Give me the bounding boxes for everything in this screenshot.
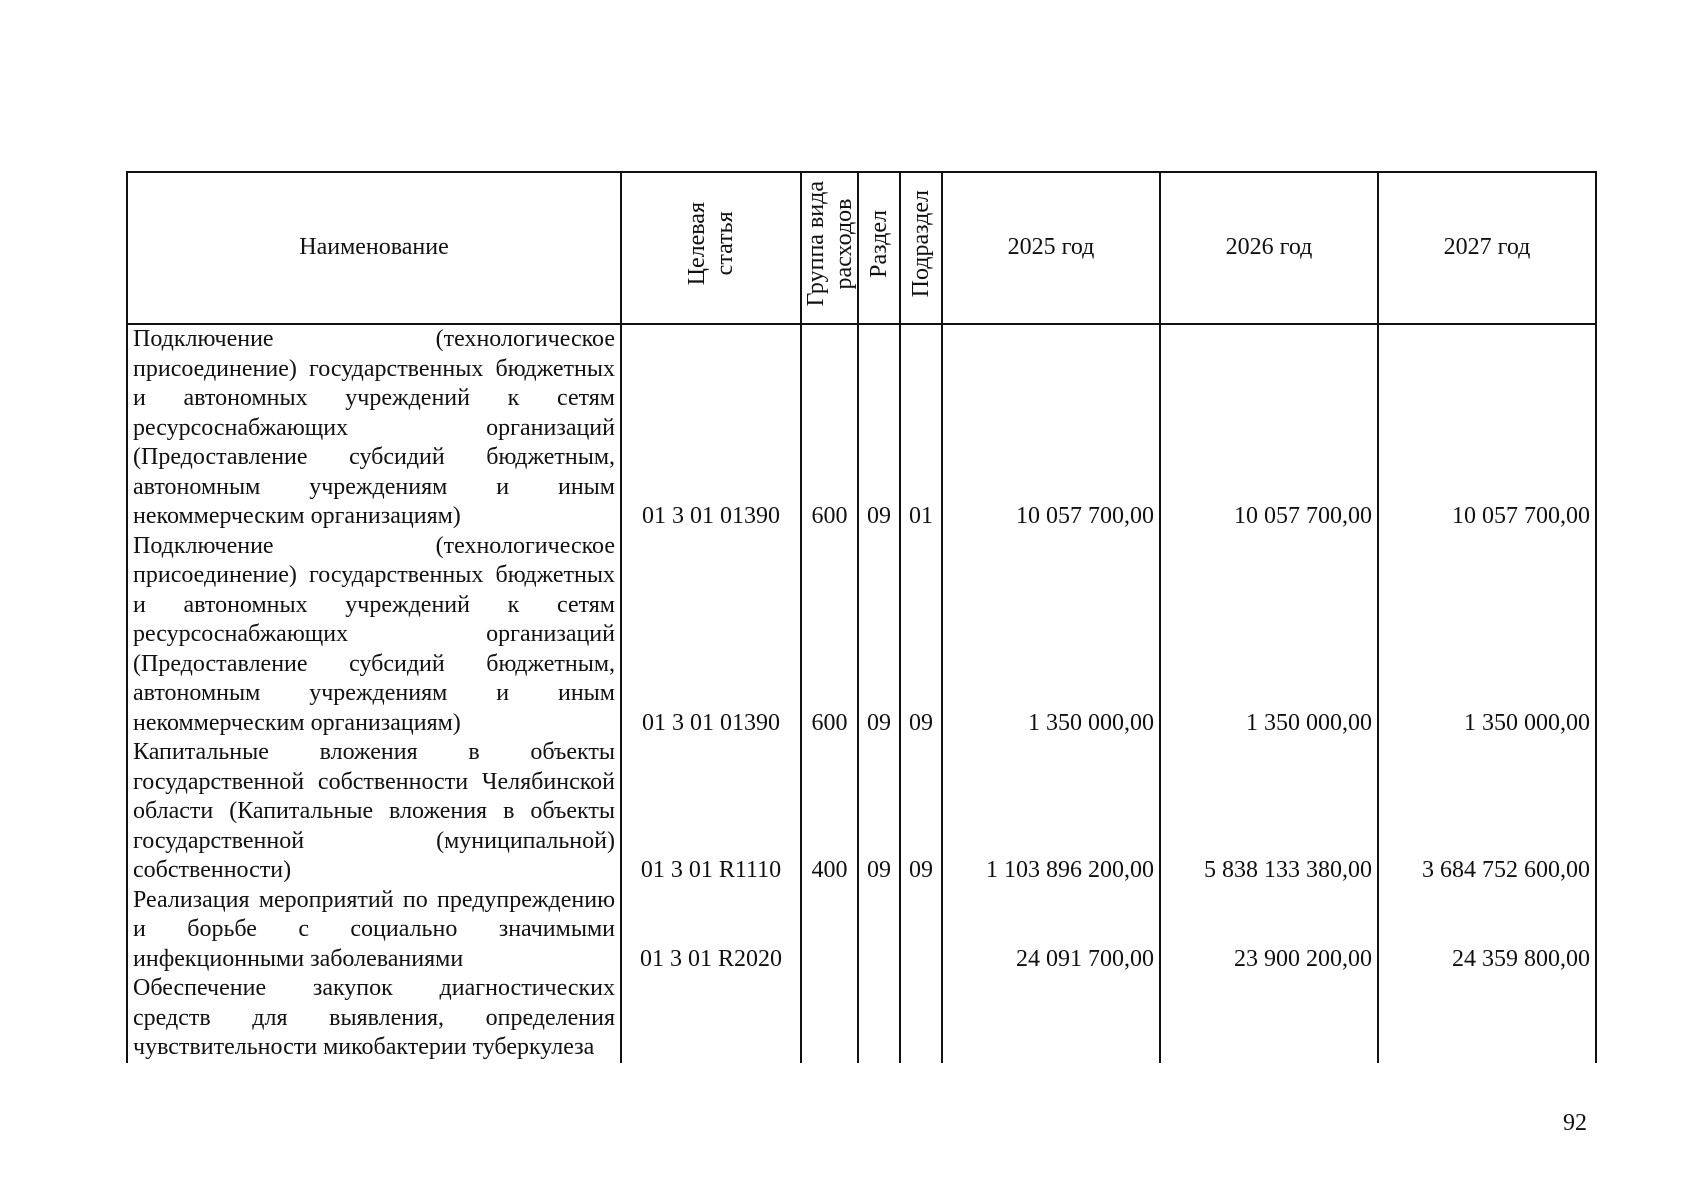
row-expense-group: 400	[801, 738, 858, 886]
row-name: Обеспечение закупок диагностических средств для выявления, определения чувствительности микобактерии туберкулеза	[127, 974, 621, 1063]
row-amount-2025: 1 350 000,00	[942, 532, 1160, 739]
row-section: 09	[858, 738, 900, 886]
row-section: 09	[858, 324, 900, 532]
row-expense-group: 600	[801, 324, 858, 532]
row-target-article: 01 3 01 01390	[621, 532, 801, 739]
table-header-row	[127, 172, 1596, 324]
budget-table	[126, 171, 1597, 1063]
page-number: 92	[1563, 1110, 1587, 1136]
row-name: Реализация мероприятий по предупреждению и борьбе с социально значимыми инфекционными заболеваниями	[127, 886, 621, 975]
header-target-article: Целевая статья	[621, 172, 801, 324]
row-target-article: 01 3 01 R2020	[621, 886, 801, 975]
row-amount-2027	[1378, 974, 1596, 1063]
row-amount-2027: 3 684 752 600,00	[1378, 738, 1596, 886]
table-row	[127, 532, 1596, 739]
row-amount-2025	[942, 974, 1160, 1063]
row-amount-2027: 24 359 800,00	[1378, 886, 1596, 975]
row-amount-2025: 1 103 896 200,00	[942, 738, 1160, 886]
row-amount-2026: 1 350 000,00	[1160, 532, 1378, 739]
row-name: Подключение (технологическое присоединение) государственных бюджетных и автономных учреждений к сетям ресурсоснабжающих организаций (Предоставление субсидий бюджетным, автономным учреждениям и иным некоммерческим организациям)	[127, 532, 621, 739]
row-subsection: 01	[900, 324, 942, 532]
row-target-article: 01 3 01 R1110	[621, 738, 801, 886]
row-amount-2025: 24 091 700,00	[942, 886, 1160, 975]
row-name: Капитальные вложения в объекты государственной собственности Челябинской области (Капитальные вложения в объекты государственной (муниципальной) собственности)	[127, 738, 621, 886]
row-amount-2027: 10 057 700,00	[1378, 324, 1596, 532]
header-expense-group: Группа вида расходов	[801, 172, 858, 324]
row-expense-group	[801, 886, 858, 975]
row-subsection: 09	[900, 738, 942, 886]
header-2027: 2027 год	[1378, 172, 1596, 324]
row-amount-2026: 23 900 200,00	[1160, 886, 1378, 975]
row-expense-group	[801, 974, 858, 1063]
table-row	[127, 738, 1596, 886]
header-subsection: Подраздел	[900, 172, 942, 324]
row-amount-2026: 5 838 133 380,00	[1160, 738, 1378, 886]
row-amount-2026	[1160, 974, 1378, 1063]
row-subsection	[900, 886, 942, 975]
row-subsection: 09	[900, 532, 942, 739]
row-section: 09	[858, 532, 900, 739]
header-name: Наименование	[127, 172, 621, 324]
row-target-article	[621, 974, 801, 1063]
row-expense-group: 600	[801, 532, 858, 739]
row-subsection	[900, 974, 942, 1063]
table-row	[127, 886, 1596, 975]
row-amount-2025: 10 057 700,00	[942, 324, 1160, 532]
row-amount-2026: 10 057 700,00	[1160, 324, 1378, 532]
row-amount-2027: 1 350 000,00	[1378, 532, 1596, 739]
table-row	[127, 324, 1596, 532]
header-2025: 2025 год	[942, 172, 1160, 324]
table-row	[127, 974, 1596, 1063]
header-2026: 2026 год	[1160, 172, 1378, 324]
row-section	[858, 886, 900, 975]
header-section: Раздел	[858, 172, 900, 324]
row-target-article: 01 3 01 01390	[621, 324, 801, 532]
row-section	[858, 974, 900, 1063]
row-name: Подключение (технологическое присоединение) государственных бюджетных и автономных учреждений к сетям ресурсоснабжающих организаций (Предоставление субсидий бюджетным, автономным учреждениям и иным некоммерческим организациям)	[127, 324, 621, 532]
